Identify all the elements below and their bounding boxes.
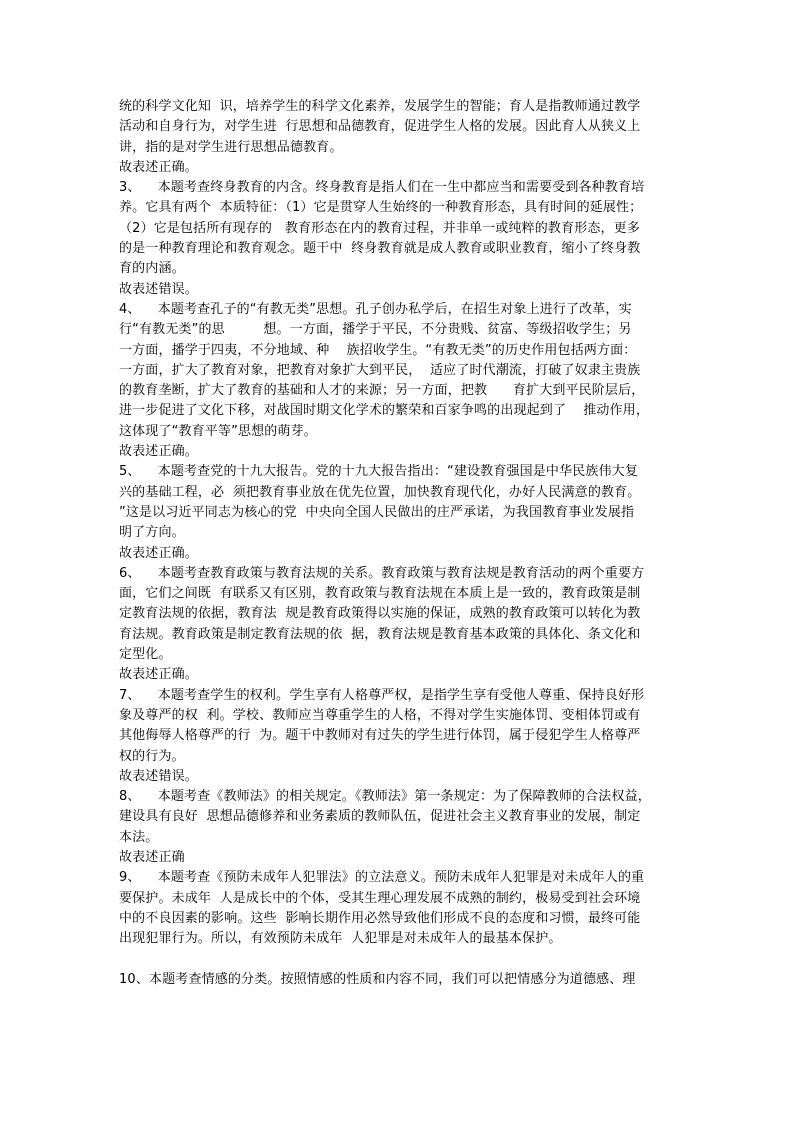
text-line: 明了方向。 xyxy=(119,525,185,541)
text-line: 象及尊严的权 利。学校、教师应当尊重学生的人格，不得对学生实施体罚、变相体罚或有 xyxy=(119,707,641,723)
item-3-start: 3、 本题考查终身教育的内含。终身教育是指人们在一生中都应当和需要受到各种教育培 xyxy=(119,180,645,196)
text-line: 权的行为。 xyxy=(119,748,185,764)
text-line: 的是一种教育理论和教育观念。题干中 终身教育就是成人教育或职业教育，缩小了终身教 xyxy=(119,241,641,257)
conclusion-line: 故表述正确。 xyxy=(119,545,198,561)
text-line: 本法。 xyxy=(119,829,159,845)
text-line: 养。它具有两个 本质特征：（1）它是贯穿人生始终的一种教育形态，具有时间的延展性； xyxy=(119,200,643,216)
conclusion-line: 故表述正确。 xyxy=(119,667,198,683)
text-line: 的教育垄断，扩大了教育的基础和人才的来源；另一方面，把教 育扩大到平民阶层后， xyxy=(119,383,645,399)
text-line: 这体现了“教育平等”思想的萌芽。 xyxy=(119,423,317,439)
document-page xyxy=(119,97,679,990)
item-10-start: 10、本题考查情感的分类。按照情感的性质和内容不同，我们可以把情感分为道德感、理 xyxy=(119,971,636,987)
item-9-start: 9、 本题考查《预防未成年人犯罪法》的立法意义。预防未成年人犯罪是对未成年人的重 xyxy=(119,870,645,886)
blank-line xyxy=(119,949,679,969)
conclusion-line: 故表述错误。 xyxy=(119,281,198,297)
text-line: 中的不良因素的影响。这些 影响长期作用必然导致他们形成不良的态度和习惯，最终可能 xyxy=(119,910,641,926)
text-line: 进一步促进了文化下移，对战国时期文化学术的繁荣和百家争鸣的出现起到了 推动作用， xyxy=(119,403,649,419)
text-line: 出现犯罪行为。所以，有效预防未成年 人犯罪是对未成年人的最基本保护。 xyxy=(119,931,562,947)
text-line: 建设具有良好 思想品德修养和业务素质的教师队伍，促进社会主义教育事业的发展，制定 xyxy=(119,809,641,825)
text-line: 要保护。未成年 人是成长中的个体，受其生理心理发展不成熟的制约，极易受到社会环境 xyxy=(119,890,641,906)
text-line: 讲，指的是对学生进行思想品德教育。 xyxy=(119,139,343,155)
item-8-start: 8、 本题考查《教师法》的相关规定。《教师法》第一条规定：为了保障教师的合法权益， xyxy=(119,789,651,805)
conclusion-line: 故表述正确 xyxy=(119,849,185,865)
text-line: 定教育法规的依据，教育法 规是教育政策得以实施的保证，成熟的教育政策可以转化为教 xyxy=(119,606,641,622)
conclusion-line: 故表述正确。 xyxy=(119,444,198,460)
text-line: 其他侮辱人格尊严的行 为。题干中教师对有过失的学生进行体罚，属于侵犯学生人格尊严 xyxy=(119,728,641,744)
text-line: 育的内涵。 xyxy=(119,261,185,277)
text-line: 定型化。 xyxy=(119,647,172,663)
text-line: 统的科学文化知 识，培养学生的科学文化素养，发展学生的智能；育人是指教师通过教学 xyxy=(119,99,641,114)
text-line: 兴的基础工程，必 须把教育事业放在优先位置，加快教育现代化，办好人民满意的教育。 xyxy=(119,484,641,500)
text-line: 一方面，播学于四夷，不分地域、种 族招收学生。“有教无类”的历史作用包括两方面： xyxy=(119,342,637,358)
text-line: 面，它们之间既 有联系又有区别，教育政策与教育法规在本质上是一致的，教育政策是制 xyxy=(119,586,641,602)
item-6-start: 6、 本题考查教育政策与教育法规的关系。教育政策与教育法规是教育活动的两个重要方 xyxy=(119,565,645,581)
conclusion-line: 故表述错误。 xyxy=(119,768,198,784)
text-line: 活动和自身行为，对学生进 行思想和品德教育，促进学生人格的发展。因此育人从狭义上 xyxy=(119,119,641,135)
item-7-start: 7、 本题考查学生的权利。学生享有人格尊严权，是指学生享有受他人尊重、保持良好形 xyxy=(119,687,645,703)
item-4-start: 4、 本题考查孔子的“有教无类”思想。孔子创办私学后，在招生对象上进行了改革，实 xyxy=(119,301,632,317)
conclusion-line: 故表述正确。 xyxy=(119,159,198,175)
text-line: 行“有教无类”的思 想。一方面，播学于平民，不分贵贱、贫富、等级招收学生；另 xyxy=(119,322,632,338)
text-line: 育法规。教育政策是制定教育法规的依 据，教育法规是教育基本政策的具体化、条文化和 xyxy=(119,626,641,642)
text-line: 一方面，扩大了教育对象，把教育对象扩大到平民， 适应了时代潮流，打破了奴隶主贵族 xyxy=(119,362,641,378)
text-line: ”这是以习近平同志为核心的党 中央向全国人民做出的庄严承诺，为我国教育事业发展指 xyxy=(119,504,635,520)
item-5-start: 5、 本题考查党的十九大报告。党的十九大报告指出：“建设教育强国是中华民族伟大复 xyxy=(119,464,638,480)
text-line: （2）它是包括所有现存的 教育形态在内的教育过程，并非单一或纯粹的教育形态，更多 xyxy=(119,220,640,236)
